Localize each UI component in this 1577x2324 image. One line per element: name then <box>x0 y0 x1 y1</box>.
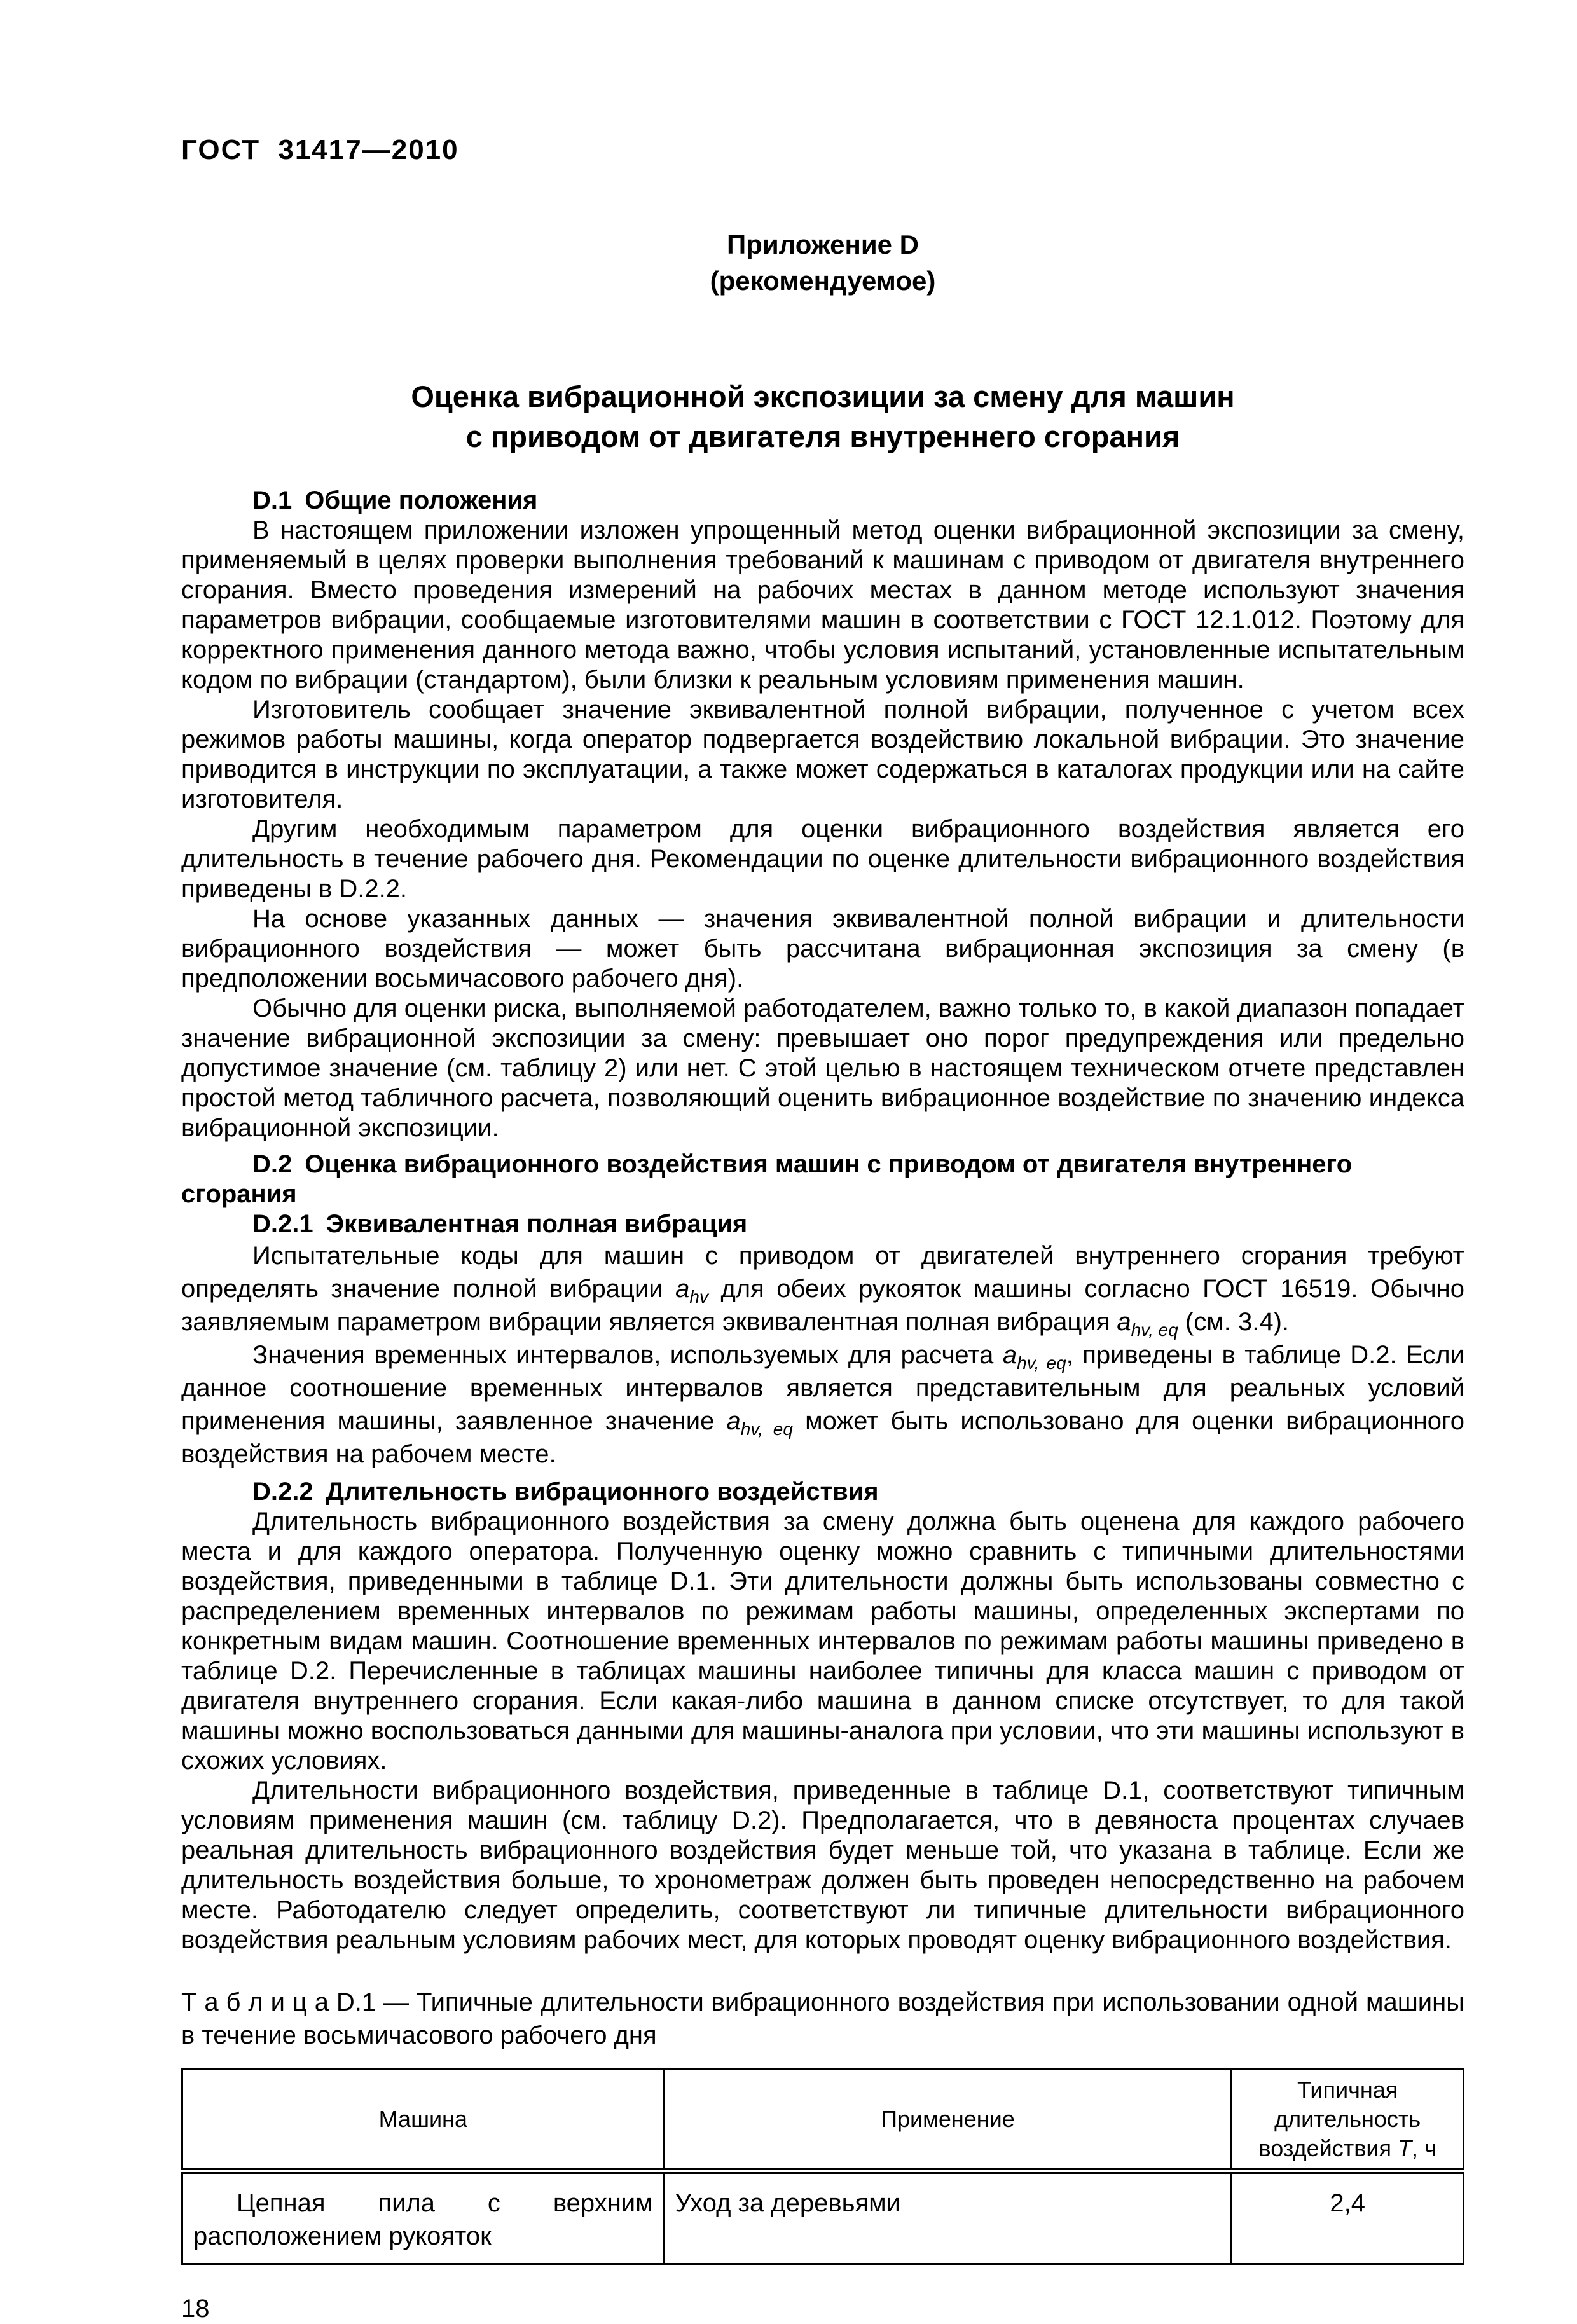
section-heading: D.2.1 Эквивалентная полная вибрация <box>252 1210 748 1238</box>
appendix-label: Приложение D <box>726 230 919 259</box>
table-caption: Т а б л и ц а D.1 — Типичные длительности вибрационного воздействия при использовании одной машины в течение восьмичасового рабочего дня <box>181 1988 1464 2049</box>
page-number: 18 <box>181 2295 210 2323</box>
standard-number: ГОСТ 31417—2010 <box>181 134 459 165</box>
paragraph: В настоящем приложении изложен упрощенный метод оценки вибрационной экспозиции за смену, применяемый в целях проверки выполнения требований к машинам с приводом от двигателя внутреннего сгорания. Вместо проведения измерений на рабочих местах в данном методе используют значения параметров вибрации, сообщаемые изготовителями машин в соответствии с ГОСТ 12.1.012. Поэтому для корректного применения данного метода важно, чтобы условия испытаний, установленные испытательным кодом по вибрации (стандартом), были близки к реальным условиям применения машин. <box>181 516 1464 694</box>
duration-cell: 2,4 <box>1232 2171 1464 2264</box>
paragraph: Значения временных интервалов, используемых для расчета $a_{hv, eq}$, приведены в таблице D.2. Если данное соотношение временных интервалов является представительным для реальных условий применения машины, заявленное значение $a_{hv, eq}$ может быть использовано для оценки вибрационного воздействия на рабочем месте. <box>181 1341 1464 1468</box>
document-title-line2: с приводом от двигателя внутреннего сгорания <box>465 420 1180 453</box>
application-cell: Уход за деревьями <box>664 2171 1232 2264</box>
appendix-kind: (рекомендуемое) <box>710 266 936 296</box>
paragraph: Длительность вибрационного воздействия за смену должна быть оценена для каждого рабочего места и для каждого оператора. Полученную оценку можно сравнить с типичными длительностями воздействия, приведенными в таблице D.1. Эти длительности должны быть использованы совместно с распределением временных интервалов по режимам работы машины, определенных экспертами по конкретным видам машин. Соотношение временных интервалов по режимам работы машины приведено в таблице D.2. Перечисленные в таблицах машины наиболее типичны для класса машин с приводом от двигателя внутреннего сгорания. Если какая-либо машина в данном списке отсутствует, то для такой машины можно воспользоваться данными для машины-аналога при условии, что эти машины используют в схожих условиях. <box>181 1508 1464 1775</box>
machine-cell: Цепная пила с верхним расположением рукояток <box>182 2171 665 2264</box>
column-header-application: Применение <box>664 2070 1232 2171</box>
document-body <box>181 486 1464 1955</box>
section-heading: D.2.2 Длительность вибрационного воздействия <box>252 1478 879 1506</box>
column-header-machine: Машина <box>182 2070 665 2171</box>
paragraph: Испытательные коды для машин с приводом от двигателей внутреннего сгорания требуют определять значение полной вибрации $a_{hv}$ для обеих рукояток машины согласно ГОСТ 16519. Обычно заявляемым параметром вибрации является эквивалентная полная вибрация $a_{hv, eq}$ (см. 3.4). <box>181 1242 1464 1340</box>
table-d1 <box>181 2068 1464 2265</box>
section-heading: D.2 Оценка вибрационного воздействия машин с приводом от двигателя внутреннего сгорания <box>181 1150 1353 1208</box>
document-title <box>181 376 1464 457</box>
table-row <box>182 2171 1464 2264</box>
paragraph: Изготовитель сообщает значение эквивалентной полной вибрации, полученное с учетом всех режимов работы машины, когда оператор подвергается воздействию локальной вибрации. Это значение приводится в инструкции по эксплуатации, а также может содержаться в каталогах продукции или на сайте изготовителя. <box>181 696 1464 813</box>
paragraph: Длительности вибрационного воздействия, приведенные в таблице D.1, соответствуют типичным условиям применения машин (см. таблицу D.2). Предполагается, что в девяноста процентах случаев реальная длительность вибрационного воздействия будет меньше той, что указана в таблице. Если же длительность воздействия больше, то хронометраж должен быть проведен непосредственно на рабочем месте. Работодателю следует определить, соответствуют ли типичные длительности вибрационного воздействия реальным условиям рабочих мест, для которых проводят оценку вибрационного воздействия. <box>181 1777 1464 1954</box>
section-heading: D.1 Общие положения <box>252 486 538 514</box>
table-header-row <box>182 2070 1464 2171</box>
document-title-line1: Оценка вибрационной экспозиции за смену для машин <box>411 380 1235 413</box>
paragraph: Другим необходимым параметром для оценки вибрационного воздействия является его длительность в течение рабочего дня. Рекомендации по оценке длительности вибрационного воздействия приведены в D.2.2. <box>181 815 1464 903</box>
appendix-heading <box>181 226 1464 299</box>
table-body <box>182 2171 1464 2264</box>
paragraph: Обычно для оценки риска, выполняемой работодателем, важно только то, в какой диапазон попадает значение вибрационной экспозиции за смену: превышает оно порог предупреждения или предельно допустимое значение (см. таблицу 2) или нет. С этой целью в настоящем техническом отчете представлен простой метод табличного расчета, позволяющий оценить вибрационное воздействие по значению индекса вибрационной экспозиции. <box>181 994 1464 1142</box>
paragraph: На основе указанных данных — значения эквивалентной полной вибрации и длительности вибрационного воздействия — может быть рассчитана вибрационная экспозиция за смену (в предположении восьмичасового рабочего дня). <box>181 905 1464 993</box>
column-header-duration: Типичная длительность воздействия T, ч <box>1232 2070 1464 2171</box>
